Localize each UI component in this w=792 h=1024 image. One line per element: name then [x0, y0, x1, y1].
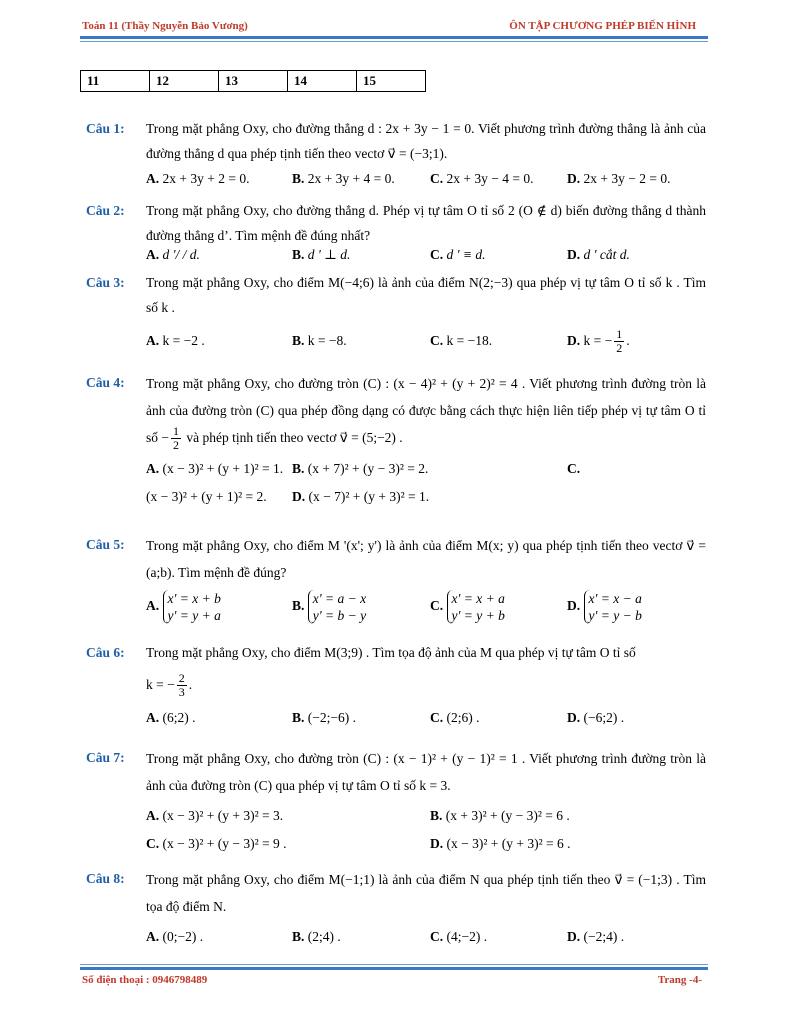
option-letter: D.	[430, 836, 444, 851]
equation-line: y' = y + b	[451, 608, 505, 623]
option-text: (x + 3)² + (y − 3)² = 6 .	[445, 808, 570, 823]
question-label: Câu 2:	[86, 203, 125, 218]
option-letter: C.	[430, 171, 444, 186]
question-5	[86, 532, 706, 630]
question-label: Câu 3:	[86, 275, 125, 290]
option-text: (x − 3)² + (y + 1)² = 1.	[162, 461, 284, 477]
option-text: 2x + 3y + 4 = 0.	[307, 171, 395, 186]
equation-system	[584, 590, 642, 624]
option-text: k = −8.	[307, 333, 347, 348]
option-text: (−2;4) .	[583, 929, 625, 944]
equation-line: y' = b − y	[312, 608, 367, 623]
option-text: (6;2) .	[162, 710, 196, 725]
fraction	[614, 328, 624, 355]
option-letter: A.	[146, 333, 160, 348]
option-text: d ' ⊥ d.	[307, 247, 351, 262]
options	[146, 242, 706, 262]
fraction-numerator: 1	[616, 327, 623, 342]
options	[146, 166, 706, 190]
option-letter: C.	[567, 461, 581, 477]
option-letter: D.	[567, 247, 581, 262]
question-stem: Trong mặt phẳng Oxy, cho điểm M(−1;1) là ảnh của điểm N qua phép tịnh tiến theo v⃗ = (−1;3) . Tìm tọa độ điểm N.	[146, 872, 706, 914]
fraction-denominator: 2	[616, 341, 623, 356]
question-label: Câu 4:	[86, 375, 125, 390]
option-text: k = −18.	[446, 333, 493, 348]
answer-cell: 15	[357, 71, 426, 92]
equation-line: x' = x + b	[167, 591, 221, 606]
equation-system	[308, 590, 366, 624]
question-4	[86, 370, 706, 508]
question-stem: Trong mặt phẳng Oxy, cho điểm M '(x'; y') là ảnh của điểm M(x; y) qua phép tịnh tiến theo vectơ v⃗ = (a;b). Tìm mệnh đề đúng?	[146, 538, 706, 580]
option-text: (2;6) .	[446, 710, 480, 725]
option-text: (−6;2) .	[583, 710, 625, 725]
question-stem: Trong mặt phẳng Oxy, cho điểm M(−4;6) là ảnh của điểm N(2;−3) qua phép vị tự tâm O tỉ số k . Tìm số k .	[146, 275, 706, 315]
option-letter: C.	[430, 929, 444, 944]
fraction	[177, 672, 187, 699]
question-stem: Trong mặt phẳng Oxy, cho đường tròn (C) : (x − 4)² + (y + 2)² = 4 . Viết phương trình đường tròn là ảnh của đường tròn (C) qua phép đồng dạng có được bằng cách thực hiện liên tiếp phép vị tự tâm O tỉ số −	[146, 376, 706, 445]
header-right: ÔN TẬP CHƯƠNG PHÉP BIẾN HÌNH	[509, 20, 696, 32]
option-letter: D.	[567, 171, 581, 186]
option-letter: D.	[292, 489, 306, 505]
question-stem-end: và phép tịnh tiến theo vectơ v⃗ = (5;−2) .	[183, 430, 403, 445]
option-text: (x − 7)² + (y + 3)² = 1.	[308, 489, 430, 505]
question-label: Câu 1:	[86, 121, 125, 136]
answer-table	[80, 70, 426, 92]
option-text: (−2;−6) .	[307, 710, 356, 725]
footer-rule-thin	[80, 964, 708, 965]
question-stem: Trong mặt phẳng Oxy, cho đường tròn (C) : (x − 1)² + (y − 1)² = 1 . Viết phương trình đường tròn là ảnh của đường tròn (C) qua phép vị tự tâm O tỉ số k = 3.	[146, 751, 706, 793]
question-6: Câu 6: Trong mặt phẳng Oxy, cho điểm M(3;9) . Tìm tọa độ ảnh của M qua phép vị tự tâm O tỉ số k = − $\frac{2}{3}$ . A. (6;2) . B. (−2;−6) . C. (2;6) . D. (−6;2) .	[86, 640, 706, 729]
header-left: Toán 11 (Thầy Nguyễn Bảo Vương)	[82, 20, 248, 32]
option-text-after: .	[626, 333, 630, 348]
fraction	[171, 425, 181, 452]
equation-system	[163, 590, 221, 624]
option-text: (x − 3)² + (y + 1)² = 2.	[146, 489, 267, 505]
equation-system	[447, 590, 505, 624]
option-letter: A.	[146, 710, 160, 725]
question-2	[86, 198, 706, 262]
answer-cell: 14	[288, 71, 357, 92]
option-text: (x + 7)² + (y − 3)² = 2.	[307, 461, 429, 477]
option-letter: B.	[292, 598, 305, 614]
option-text: (x − 3)² + (y + 3)² = 3.	[162, 808, 284, 823]
option-letter: B.	[292, 247, 305, 262]
option-text: 2x + 3y + 2 = 0.	[162, 171, 250, 186]
question-7	[86, 745, 706, 855]
option-text: (4;−2) .	[446, 929, 488, 944]
equation-line: y' = y − b	[588, 608, 642, 623]
option-text: d ' cắt d.	[583, 247, 630, 262]
option-letter: B.	[292, 929, 305, 944]
options-row-2	[146, 484, 706, 508]
options	[146, 324, 706, 358]
option-letter: B.	[292, 461, 305, 477]
option-letter: B.	[292, 171, 305, 186]
option-letter: C.	[430, 710, 444, 725]
option-letter: D.	[567, 929, 581, 944]
question-1	[86, 116, 706, 190]
fraction-denominator: 2	[173, 438, 179, 453]
header-rule	[80, 36, 708, 39]
option-letter: A.	[146, 247, 160, 262]
answer-cell: 12	[150, 71, 219, 92]
option-text: 2x + 3y − 2 = 0.	[583, 171, 671, 186]
option-text: d '/ / d.	[162, 247, 200, 262]
option-text: (x − 3)² + (y + 3)² = 6 .	[446, 836, 571, 851]
option-text: 2x + 3y − 4 = 0.	[446, 171, 534, 186]
option-letter: C.	[430, 333, 444, 348]
fraction-numerator: 2	[178, 671, 185, 686]
question-label: Câu 8:	[86, 871, 125, 886]
option-letter: A.	[146, 808, 160, 823]
option-letter: C.	[430, 598, 444, 614]
question-stem: Trong mặt phẳng Oxy, cho điểm M(3;9) . Tìm tọa độ ảnh của M qua phép vị tự tâm O tỉ số	[146, 645, 636, 660]
option-letter: C.	[146, 836, 160, 851]
option-text: (0;−2) .	[162, 929, 204, 944]
options	[146, 803, 706, 827]
answer-cell: 11	[81, 71, 150, 92]
equation-line: x' = x + a	[451, 591, 505, 606]
footer-page-number: Trang -4-	[657, 974, 702, 986]
question-label: Câu 7:	[86, 750, 125, 765]
footer-phone: Số điện thoại : 0946798489	[82, 974, 208, 986]
options	[146, 456, 706, 480]
header-rule-thin	[80, 41, 708, 42]
options-row-2	[146, 831, 706, 855]
question-k: k = −	[146, 677, 175, 692]
option-text: d ' ≡ d.	[446, 247, 486, 262]
option-letter: D.	[567, 598, 581, 614]
question-stem: Trong mặt phẳng Oxy, cho đường thẳng d. Phép vị tự tâm O tỉ số 2 (O ∉ d) biến đường thẳng d thành đường thẳng d’. Tìm mệnh đề đúng nhất?	[146, 203, 706, 243]
option-letter: D.	[567, 333, 581, 348]
options	[146, 590, 706, 630]
fraction-denominator: 3	[178, 685, 185, 700]
option-letter: C.	[430, 247, 444, 262]
options	[146, 705, 706, 729]
option-letter: A.	[146, 171, 160, 186]
options	[146, 924, 706, 948]
question-8	[86, 866, 706, 948]
question-3	[86, 270, 706, 358]
question-stem: Trong mặt phẳng Oxy, cho đường thẳng d : 2x + 3y − 1 = 0. Viết phương trình đường thẳng là ảnh của đường thẳng d qua phép tịnh tiến theo vectơ v⃗ = (−3;1).	[146, 121, 706, 161]
option-letter: D.	[567, 710, 581, 725]
option-text: k = −	[583, 333, 613, 348]
equation-line: y' = y + a	[167, 608, 221, 623]
option-letter: B.	[292, 333, 305, 348]
option-letter: A.	[146, 598, 160, 614]
option-text: (2;4) .	[307, 929, 341, 944]
equation-line: x' = x − a	[588, 591, 642, 606]
option-text: (x − 3)² + (y − 3)² = 9 .	[162, 836, 287, 851]
option-letter: B.	[292, 710, 305, 725]
answer-cell: 13	[219, 71, 288, 92]
option-letter: A.	[146, 929, 160, 944]
question-label: Câu 5:	[86, 537, 125, 552]
option-letter: B.	[430, 808, 443, 823]
option-letter: A.	[146, 461, 160, 477]
question-label: Câu 6:	[86, 645, 125, 660]
fraction-numerator: 1	[173, 424, 179, 439]
footer-rule	[80, 967, 708, 970]
equation-line: x' = a − x	[312, 591, 367, 606]
option-text: k = −2 .	[162, 333, 205, 348]
